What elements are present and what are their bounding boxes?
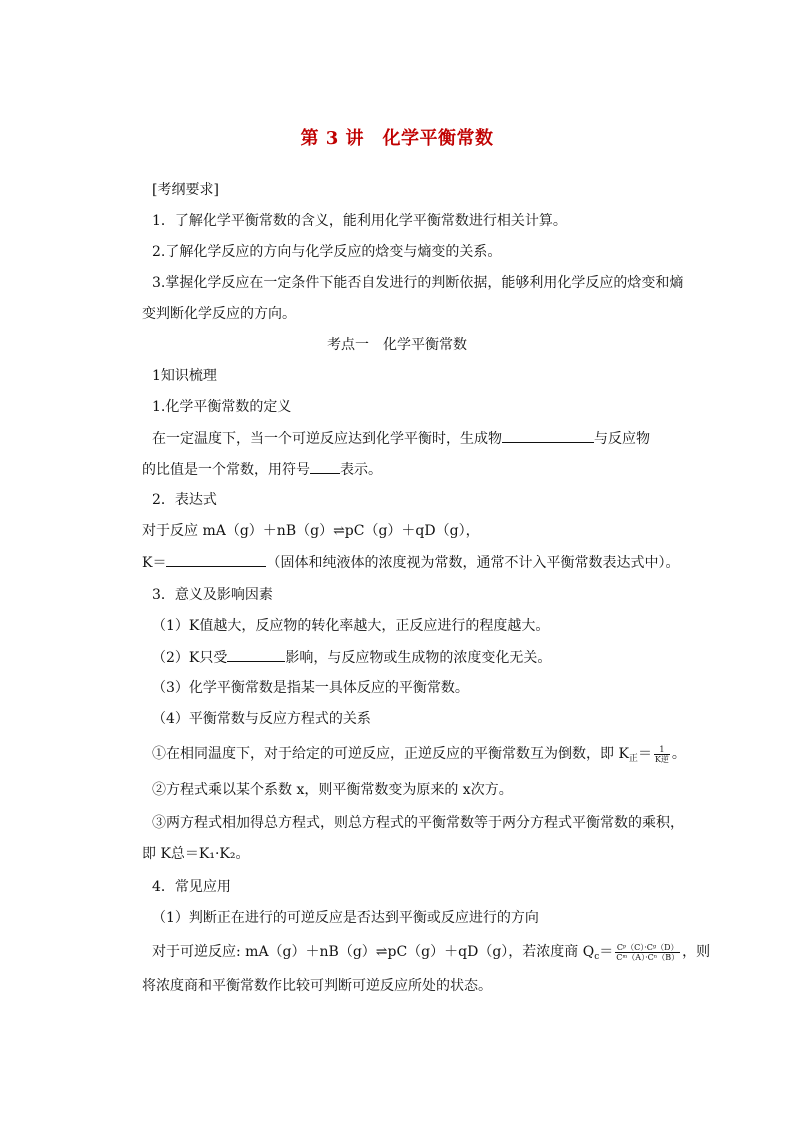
meaning-heading: 3．意义及影响因素 — [152, 587, 273, 603]
concentration-text-b: ，则 — [682, 944, 711, 960]
definition-text-c: 的比值是一个常数，用符号 — [142, 462, 310, 478]
relation-item-2: ②方程式乘以某个系数 x，则平衡常数变为原来的 x次方。 — [152, 782, 513, 798]
relation-item-1-end: 。 — [671, 746, 686, 762]
meaning-item-2 — [152, 647, 692, 668]
expression-k-label: K＝ — [142, 555, 167, 571]
knowledge-heading: 1知识梳理 — [152, 368, 217, 384]
answer-blank-3[interactable] — [166, 552, 266, 567]
requirement-item-2: 2.了解化学反应的方向与化学反应的焓变与熵变的关系。 — [152, 244, 502, 260]
requirements-heading: [考纲要求] — [152, 182, 219, 198]
requirement-item-1: 1．了解化学平衡常数的含义，能利用化学平衡常数进行相关计算。 — [152, 213, 567, 229]
relation-item-1 — [152, 744, 692, 769]
answer-blank-2[interactable] — [310, 459, 340, 474]
definition-line-1 — [152, 428, 692, 449]
concentration-subscript: c — [594, 952, 600, 962]
application-heading: 4．常见应用 — [152, 879, 231, 895]
meaning-item-2-text-b: 影响，与反应物或生成物的浓度变化无关。 — [285, 650, 552, 666]
requirement-item-3-text-1: 3.掌握化学反应在一定条件下能否自发进行的判断依据，能够利用化学反应的焓变和熵 — [152, 275, 684, 291]
answer-blank-1[interactable] — [502, 428, 594, 443]
requirement-item-3-line-2: 变判断化学反应的方向。 — [142, 306, 296, 322]
relation-item-3-line-1: ③两方程式相加得总方程式，则总方程式的平衡常数等于两分方程式平衡常数的乘积， — [152, 815, 684, 831]
relation-item-1-subscript: 正 — [628, 754, 638, 764]
concentration-text-a: 对于可逆反应: mA（g）＋nB（g）⇌pC（g）＋qD（g），若浓度商 Q — [152, 944, 595, 960]
answer-blank-4[interactable] — [227, 647, 285, 662]
relation-item-1-text: ①在相同温度下，对于给定的可逆反应，正逆反应的平衡常数互为倒数，即 K — [152, 746, 629, 762]
meaning-item-4: （4）平衡常数与反应方程式的关系 — [152, 711, 371, 727]
fraction-denominator: K逆 — [654, 754, 669, 764]
concentration-line-2: 将浓度商和平衡常数作比较可判断可逆反应所处的状态。 — [142, 978, 492, 994]
definition-text-d: 表示。 — [340, 462, 382, 478]
application-item-1: （1）判断正在进行的可逆反应是否达到平衡或反应进行的方向 — [152, 910, 539, 926]
definition-text-b: 与反应物 — [594, 431, 650, 447]
requirement-item-3-line-1 — [152, 273, 692, 293]
meaning-item-2-text-a: （2）K只受 — [152, 650, 228, 666]
reciprocal-fraction — [654, 745, 670, 764]
concentration-quotient-line — [152, 942, 711, 967]
relation-item-3-line-2: 即 K总＝K₁·K₂。 — [142, 846, 250, 862]
section-title: 考点一 化学平衡常数 — [327, 337, 467, 353]
definition-line-2 — [142, 459, 682, 480]
page-title: 第 3 讲 化学平衡常数 — [300, 128, 494, 149]
concentration-equals: ＝ — [599, 944, 614, 960]
definition-heading: 1.化学平衡常数的定义 — [152, 399, 292, 415]
concentration-fraction — [615, 943, 680, 962]
meaning-item-1: （1）K值越大，反应物的转化率越大，正反应进行的程度越大。 — [152, 618, 550, 634]
meaning-item-3: （3）化学平衡常数是指某一具体反应的平衡常数。 — [152, 680, 469, 696]
concentration-denominator: Cᵐ（A）·Cⁿ（B） — [616, 952, 680, 962]
concentration-numerator: Cᵖ（C）·Cᵍ（D） — [616, 942, 679, 952]
relation-item-1-equals: ＝ — [637, 746, 652, 762]
fraction-numerator: 1 — [654, 745, 670, 755]
expression-k-line — [142, 552, 682, 573]
definition-text-a: 在一定温度下，当一个可逆反应达到化学平衡时，生成物 — [152, 431, 502, 447]
expression-note: （固体和纯液体的浓度视为常数，通常不计入平衡常数表达式中）。 — [266, 555, 680, 571]
expression-heading: 2．表达式 — [152, 492, 217, 508]
expression-reaction: 对于反应 mA（g）＋nB（g）⇌pC（g）＋qD（g）， — [142, 523, 480, 539]
